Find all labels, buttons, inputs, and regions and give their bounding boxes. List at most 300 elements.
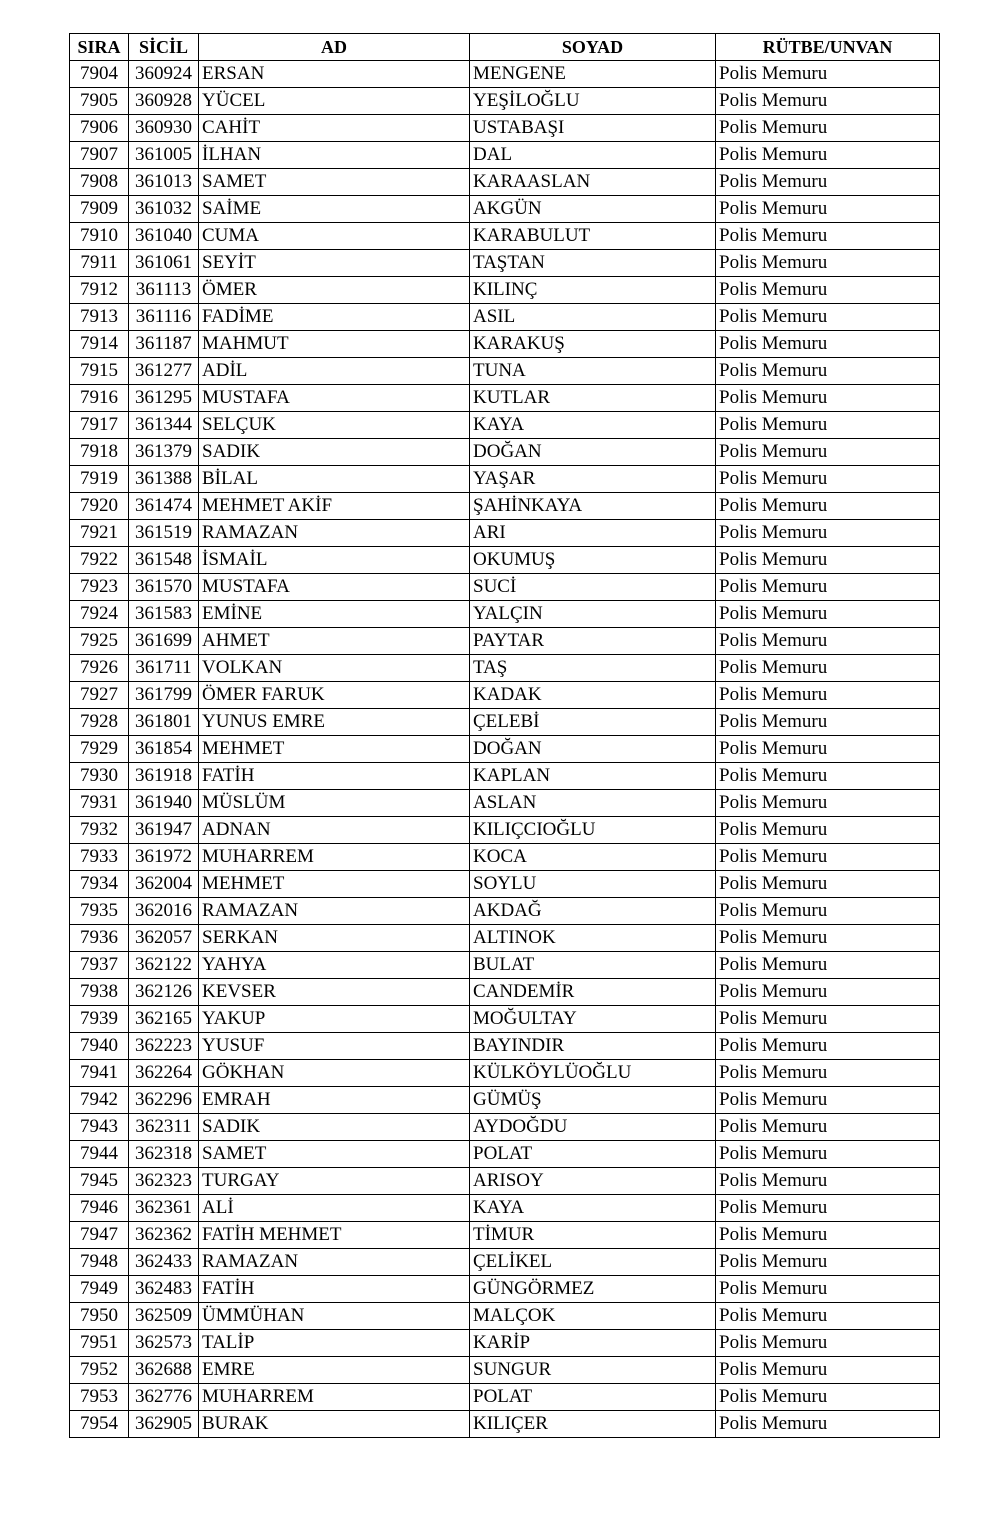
cell-ad: FADİME <box>199 304 470 331</box>
cell-soyad: DOĞAN <box>470 439 716 466</box>
cell-sira: 7918 <box>70 439 129 466</box>
cell-sicil: 361947 <box>129 817 199 844</box>
cell-rutbe-unvan: Polis Memuru <box>716 817 940 844</box>
cell-ad: YAHYA <box>199 952 470 979</box>
cell-sira: 7912 <box>70 277 129 304</box>
cell-sira: 7934 <box>70 871 129 898</box>
table-row <box>70 1384 940 1411</box>
cell-rutbe-unvan: Polis Memuru <box>716 223 940 250</box>
cell-rutbe-unvan: Polis Memuru <box>716 1114 940 1141</box>
cell-rutbe-unvan: Polis Memuru <box>716 952 940 979</box>
cell-soyad: ASLAN <box>470 790 716 817</box>
table-row <box>70 88 940 115</box>
cell-ad: BURAK <box>199 1411 470 1438</box>
cell-rutbe-unvan: Polis Memuru <box>716 250 940 277</box>
cell-sira: 7936 <box>70 925 129 952</box>
cell-sira: 7948 <box>70 1249 129 1276</box>
cell-soyad: KILINÇ <box>470 277 716 304</box>
cell-sira: 7904 <box>70 61 129 88</box>
cell-sira: 7908 <box>70 169 129 196</box>
cell-sira: 7941 <box>70 1060 129 1087</box>
cell-ad: RAMAZAN <box>199 1249 470 1276</box>
cell-soyad: ALTINOK <box>470 925 716 952</box>
cell-soyad: ASIL <box>470 304 716 331</box>
table-row <box>70 1168 940 1195</box>
cell-soyad: KAYA <box>470 412 716 439</box>
table-row <box>70 1006 940 1033</box>
cell-ad: SERKAN <box>199 925 470 952</box>
cell-rutbe-unvan: Polis Memuru <box>716 1249 940 1276</box>
cell-sicil: 362362 <box>129 1222 199 1249</box>
cell-sira: 7943 <box>70 1114 129 1141</box>
cell-sicil: 361388 <box>129 466 199 493</box>
cell-ad: TURGAY <box>199 1168 470 1195</box>
cell-soyad: MENGENE <box>470 61 716 88</box>
cell-rutbe-unvan: Polis Memuru <box>716 196 940 223</box>
cell-soyad: BAYINDIR <box>470 1033 716 1060</box>
cell-soyad: AYDOĞDU <box>470 1114 716 1141</box>
cell-rutbe-unvan: Polis Memuru <box>716 1141 940 1168</box>
table-row <box>70 655 940 682</box>
cell-soyad: TAŞTAN <box>470 250 716 277</box>
table-row <box>70 871 940 898</box>
cell-soyad: ŞAHİNKAYA <box>470 493 716 520</box>
cell-ad: VOLKAN <box>199 655 470 682</box>
cell-soyad: KUTLAR <box>470 385 716 412</box>
cell-ad: MEHMET <box>199 736 470 763</box>
cell-ad: CUMA <box>199 223 470 250</box>
cell-rutbe-unvan: Polis Memuru <box>716 493 940 520</box>
cell-sicil: 362776 <box>129 1384 199 1411</box>
cell-sicil: 361918 <box>129 763 199 790</box>
cell-ad: ÖMER <box>199 277 470 304</box>
cell-soyad: SOYLU <box>470 871 716 898</box>
cell-sira: 7932 <box>70 817 129 844</box>
cell-sira: 7953 <box>70 1384 129 1411</box>
cell-soyad: MOĞULTAY <box>470 1006 716 1033</box>
cell-soyad: KAPLAN <box>470 763 716 790</box>
cell-ad: MEHMET <box>199 871 470 898</box>
cell-sicil: 361801 <box>129 709 199 736</box>
table-row <box>70 520 940 547</box>
cell-sicil: 362122 <box>129 952 199 979</box>
table-row <box>70 709 940 736</box>
cell-soyad: TUNA <box>470 358 716 385</box>
cell-ad: FATİH MEHMET <box>199 1222 470 1249</box>
cell-sira: 7928 <box>70 709 129 736</box>
table-body <box>70 61 940 1438</box>
cell-rutbe-unvan: Polis Memuru <box>716 466 940 493</box>
cell-soyad: GÜNGÖRMEZ <box>470 1276 716 1303</box>
cell-ad: RAMAZAN <box>199 520 470 547</box>
cell-ad: FATİH <box>199 1276 470 1303</box>
cell-sira: 7930 <box>70 763 129 790</box>
cell-sicil: 361379 <box>129 439 199 466</box>
cell-soyad: POLAT <box>470 1384 716 1411</box>
cell-ad: MAHMUT <box>199 331 470 358</box>
cell-sira: 7931 <box>70 790 129 817</box>
cell-sira: 7933 <box>70 844 129 871</box>
table-row <box>70 817 940 844</box>
cell-rutbe-unvan: Polis Memuru <box>716 1222 940 1249</box>
cell-ad: MUSTAFA <box>199 385 470 412</box>
table-row <box>70 115 940 142</box>
cell-sicil: 361699 <box>129 628 199 655</box>
table-row <box>70 547 940 574</box>
cell-sira: 7927 <box>70 682 129 709</box>
cell-rutbe-unvan: Polis Memuru <box>716 844 940 871</box>
cell-soyad: KARAASLAN <box>470 169 716 196</box>
cell-rutbe-unvan: Polis Memuru <box>716 1303 940 1330</box>
cell-soyad: BULAT <box>470 952 716 979</box>
cell-soyad: CANDEMİR <box>470 979 716 1006</box>
table-row <box>70 304 940 331</box>
table-row <box>70 628 940 655</box>
table-row <box>70 61 940 88</box>
cell-ad: SAMET <box>199 1141 470 1168</box>
cell-sicil: 362126 <box>129 979 199 1006</box>
cell-ad: GÖKHAN <box>199 1060 470 1087</box>
table-row <box>70 466 940 493</box>
table-row <box>70 1330 940 1357</box>
cell-sicil: 362688 <box>129 1357 199 1384</box>
cell-rutbe-unvan: Polis Memuru <box>716 88 940 115</box>
cell-sicil: 362311 <box>129 1114 199 1141</box>
cell-rutbe-unvan: Polis Memuru <box>716 142 940 169</box>
cell-sicil: 361032 <box>129 196 199 223</box>
cell-ad: ADNAN <box>199 817 470 844</box>
cell-sira: 7950 <box>70 1303 129 1330</box>
header-soyad: SOYAD <box>470 34 716 61</box>
cell-soyad: ARISOY <box>470 1168 716 1195</box>
cell-soyad: DOĞAN <box>470 736 716 763</box>
header-ad: AD <box>199 34 470 61</box>
header-sira: SIRA <box>70 34 129 61</box>
cell-sicil: 361277 <box>129 358 199 385</box>
cell-soyad: SUCİ <box>470 574 716 601</box>
table-row <box>70 736 940 763</box>
table-row <box>70 277 940 304</box>
cell-soyad: KILIÇER <box>470 1411 716 1438</box>
cell-soyad: ÇELİKEL <box>470 1249 716 1276</box>
cell-rutbe-unvan: Polis Memuru <box>716 1411 940 1438</box>
cell-sicil: 361040 <box>129 223 199 250</box>
cell-rutbe-unvan: Polis Memuru <box>716 439 940 466</box>
cell-ad: EMRE <box>199 1357 470 1384</box>
table-row <box>70 1411 940 1438</box>
cell-rutbe-unvan: Polis Memuru <box>716 1033 940 1060</box>
cell-sicil: 361005 <box>129 142 199 169</box>
cell-sira: 7951 <box>70 1330 129 1357</box>
cell-rutbe-unvan: Polis Memuru <box>716 601 940 628</box>
cell-rutbe-unvan: Polis Memuru <box>716 979 940 1006</box>
cell-sicil: 361940 <box>129 790 199 817</box>
cell-rutbe-unvan: Polis Memuru <box>716 871 940 898</box>
cell-soyad: ARI <box>470 520 716 547</box>
cell-sira: 7940 <box>70 1033 129 1060</box>
cell-soyad: YEŞİLOĞLU <box>470 88 716 115</box>
cell-soyad: PAYTAR <box>470 628 716 655</box>
cell-sira: 7939 <box>70 1006 129 1033</box>
header-row <box>70 34 940 61</box>
cell-ad: KEVSER <box>199 979 470 1006</box>
cell-soyad: OKUMUŞ <box>470 547 716 574</box>
cell-ad: ALİ <box>199 1195 470 1222</box>
cell-sicil: 362016 <box>129 898 199 925</box>
cell-soyad: AKDAĞ <box>470 898 716 925</box>
cell-sicil: 361474 <box>129 493 199 520</box>
cell-rutbe-unvan: Polis Memuru <box>716 1168 940 1195</box>
cell-sicil: 362057 <box>129 925 199 952</box>
table-row <box>70 250 940 277</box>
cell-soyad: POLAT <box>470 1141 716 1168</box>
cell-sira: 7925 <box>70 628 129 655</box>
table-row <box>70 412 940 439</box>
cell-sicil: 362483 <box>129 1276 199 1303</box>
cell-sicil: 362323 <box>129 1168 199 1195</box>
cell-rutbe-unvan: Polis Memuru <box>716 763 940 790</box>
cell-rutbe-unvan: Polis Memuru <box>716 1357 940 1384</box>
table-row <box>70 682 940 709</box>
cell-soyad: KARABULUT <box>470 223 716 250</box>
cell-rutbe-unvan: Polis Memuru <box>716 1384 940 1411</box>
table-row <box>70 1033 940 1060</box>
cell-sira: 7914 <box>70 331 129 358</box>
cell-soyad: YALÇIN <box>470 601 716 628</box>
cell-soyad: KARİP <box>470 1330 716 1357</box>
cell-sira: 7938 <box>70 979 129 1006</box>
cell-ad: SADIK <box>199 1114 470 1141</box>
cell-rutbe-unvan: Polis Memuru <box>716 790 940 817</box>
cell-rutbe-unvan: Polis Memuru <box>716 331 940 358</box>
cell-rutbe-unvan: Polis Memuru <box>716 682 940 709</box>
cell-sira: 7909 <box>70 196 129 223</box>
cell-soyad: KOCA <box>470 844 716 871</box>
cell-sira: 7907 <box>70 142 129 169</box>
cell-ad: MEHMET AKİF <box>199 493 470 520</box>
cell-sira: 7915 <box>70 358 129 385</box>
table-row <box>70 493 940 520</box>
cell-ad: YÜCEL <box>199 88 470 115</box>
cell-sira: 7949 <box>70 1276 129 1303</box>
cell-rutbe-unvan: Polis Memuru <box>716 385 940 412</box>
cell-soyad: YAŞAR <box>470 466 716 493</box>
cell-rutbe-unvan: Polis Memuru <box>716 925 940 952</box>
table-row <box>70 1195 940 1222</box>
cell-sicil: 361187 <box>129 331 199 358</box>
table-row <box>70 196 940 223</box>
cell-ad: ÖMER FARUK <box>199 682 470 709</box>
cell-ad: İSMAİL <box>199 547 470 574</box>
cell-ad: EMRAH <box>199 1087 470 1114</box>
cell-sicil: 361711 <box>129 655 199 682</box>
cell-soyad: SUNGUR <box>470 1357 716 1384</box>
table-row <box>70 898 940 925</box>
cell-sira: 7921 <box>70 520 129 547</box>
cell-sicil: 362361 <box>129 1195 199 1222</box>
cell-soyad: KÜLKÖYLÜOĞLU <box>470 1060 716 1087</box>
cell-ad: SADIK <box>199 439 470 466</box>
cell-rutbe-unvan: Polis Memuru <box>716 1195 940 1222</box>
cell-sira: 7910 <box>70 223 129 250</box>
cell-ad: YAKUP <box>199 1006 470 1033</box>
cell-sicil: 360930 <box>129 115 199 142</box>
cell-soyad: TİMUR <box>470 1222 716 1249</box>
cell-sicil: 362573 <box>129 1330 199 1357</box>
cell-sira: 7906 <box>70 115 129 142</box>
table-row <box>70 1276 940 1303</box>
cell-sira: 7919 <box>70 466 129 493</box>
cell-ad: YUNUS EMRE <box>199 709 470 736</box>
cell-sicil: 362433 <box>129 1249 199 1276</box>
table-row <box>70 331 940 358</box>
cell-sicil: 361295 <box>129 385 199 412</box>
table-row <box>70 142 940 169</box>
cell-soyad: USTABAŞI <box>470 115 716 142</box>
table-row <box>70 1087 940 1114</box>
cell-sicil: 361854 <box>129 736 199 763</box>
personnel-table <box>69 33 940 1438</box>
cell-sira: 7947 <box>70 1222 129 1249</box>
cell-sira: 7944 <box>70 1141 129 1168</box>
cell-rutbe-unvan: Polis Memuru <box>716 277 940 304</box>
cell-ad: ADİL <box>199 358 470 385</box>
cell-soyad: MALÇOK <box>470 1303 716 1330</box>
cell-sira: 7922 <box>70 547 129 574</box>
cell-soyad: KILIÇCIOĞLU <box>470 817 716 844</box>
cell-rutbe-unvan: Polis Memuru <box>716 574 940 601</box>
cell-sicil: 361548 <box>129 547 199 574</box>
cell-rutbe-unvan: Polis Memuru <box>716 1006 940 1033</box>
cell-sicil: 362165 <box>129 1006 199 1033</box>
cell-ad: TALİP <box>199 1330 470 1357</box>
header-rutbe-unvan: RÜTBE/UNVAN <box>716 34 940 61</box>
table-row <box>70 979 940 1006</box>
cell-sira: 7917 <box>70 412 129 439</box>
cell-ad: FATİH <box>199 763 470 790</box>
cell-sira: 7905 <box>70 88 129 115</box>
cell-soyad: GÜMÜŞ <box>470 1087 716 1114</box>
cell-sicil: 361972 <box>129 844 199 871</box>
cell-ad: SAMET <box>199 169 470 196</box>
table-row <box>70 763 940 790</box>
cell-sira: 7952 <box>70 1357 129 1384</box>
table-row <box>70 1249 940 1276</box>
cell-sicil: 362318 <box>129 1141 199 1168</box>
cell-sira: 7945 <box>70 1168 129 1195</box>
table-row <box>70 1303 940 1330</box>
cell-ad: YUSUF <box>199 1033 470 1060</box>
cell-ad: AHMET <box>199 628 470 655</box>
cell-ad: ERSAN <box>199 61 470 88</box>
cell-sicil: 361519 <box>129 520 199 547</box>
table-row <box>70 925 940 952</box>
cell-ad: SEYİT <box>199 250 470 277</box>
cell-rutbe-unvan: Polis Memuru <box>716 1087 940 1114</box>
cell-sira: 7916 <box>70 385 129 412</box>
cell-ad: MUHARREM <box>199 844 470 871</box>
table-row <box>70 1114 940 1141</box>
table-row <box>70 169 940 196</box>
cell-rutbe-unvan: Polis Memuru <box>716 709 940 736</box>
cell-ad: MUSTAFA <box>199 574 470 601</box>
table-row <box>70 1357 940 1384</box>
cell-soyad: KARAKUŞ <box>470 331 716 358</box>
cell-sira: 7926 <box>70 655 129 682</box>
cell-rutbe-unvan: Polis Memuru <box>716 169 940 196</box>
cell-sira: 7923 <box>70 574 129 601</box>
cell-rutbe-unvan: Polis Memuru <box>716 1060 940 1087</box>
cell-soyad: KADAK <box>470 682 716 709</box>
cell-sicil: 362296 <box>129 1087 199 1114</box>
cell-ad: İLHAN <box>199 142 470 169</box>
table-row <box>70 358 940 385</box>
cell-sira: 7942 <box>70 1087 129 1114</box>
cell-rutbe-unvan: Polis Memuru <box>716 1330 940 1357</box>
cell-sicil: 361799 <box>129 682 199 709</box>
cell-soyad: ÇELEBİ <box>470 709 716 736</box>
cell-sira: 7946 <box>70 1195 129 1222</box>
cell-ad: MUHARREM <box>199 1384 470 1411</box>
cell-sicil: 361116 <box>129 304 199 331</box>
cell-sicil: 361061 <box>129 250 199 277</box>
cell-sicil: 361570 <box>129 574 199 601</box>
cell-rutbe-unvan: Polis Memuru <box>716 115 940 142</box>
cell-sira: 7924 <box>70 601 129 628</box>
table-row <box>70 385 940 412</box>
cell-rutbe-unvan: Polis Memuru <box>716 898 940 925</box>
table-row <box>70 844 940 871</box>
cell-soyad: KAYA <box>470 1195 716 1222</box>
table-row <box>70 601 940 628</box>
cell-sira: 7929 <box>70 736 129 763</box>
cell-sicil: 361344 <box>129 412 199 439</box>
cell-rutbe-unvan: Polis Memuru <box>716 1276 940 1303</box>
cell-sira: 7937 <box>70 952 129 979</box>
cell-ad: RAMAZAN <box>199 898 470 925</box>
table-row <box>70 1060 940 1087</box>
cell-rutbe-unvan: Polis Memuru <box>716 655 940 682</box>
cell-ad: MÜSLÜM <box>199 790 470 817</box>
cell-rutbe-unvan: Polis Memuru <box>716 547 940 574</box>
cell-sicil: 361113 <box>129 277 199 304</box>
cell-ad: SAİME <box>199 196 470 223</box>
cell-ad: BİLAL <box>199 466 470 493</box>
cell-rutbe-unvan: Polis Memuru <box>716 61 940 88</box>
cell-rutbe-unvan: Polis Memuru <box>716 736 940 763</box>
cell-ad: SELÇUK <box>199 412 470 439</box>
header-sicil: SİCİL <box>129 34 199 61</box>
table-row <box>70 1141 940 1168</box>
cell-sicil: 361013 <box>129 169 199 196</box>
cell-soyad: DAL <box>470 142 716 169</box>
cell-sira: 7913 <box>70 304 129 331</box>
cell-sicil: 362905 <box>129 1411 199 1438</box>
cell-ad: CAHİT <box>199 115 470 142</box>
cell-sicil: 362509 <box>129 1303 199 1330</box>
cell-soyad: AKGÜN <box>470 196 716 223</box>
cell-rutbe-unvan: Polis Memuru <box>716 520 940 547</box>
table-header <box>70 34 940 61</box>
cell-sicil: 360924 <box>129 61 199 88</box>
cell-sicil: 361583 <box>129 601 199 628</box>
cell-rutbe-unvan: Polis Memuru <box>716 628 940 655</box>
cell-sira: 7920 <box>70 493 129 520</box>
cell-ad: EMİNE <box>199 601 470 628</box>
cell-sira: 7935 <box>70 898 129 925</box>
cell-soyad: TAŞ <box>470 655 716 682</box>
cell-ad: ÜMMÜHAN <box>199 1303 470 1330</box>
